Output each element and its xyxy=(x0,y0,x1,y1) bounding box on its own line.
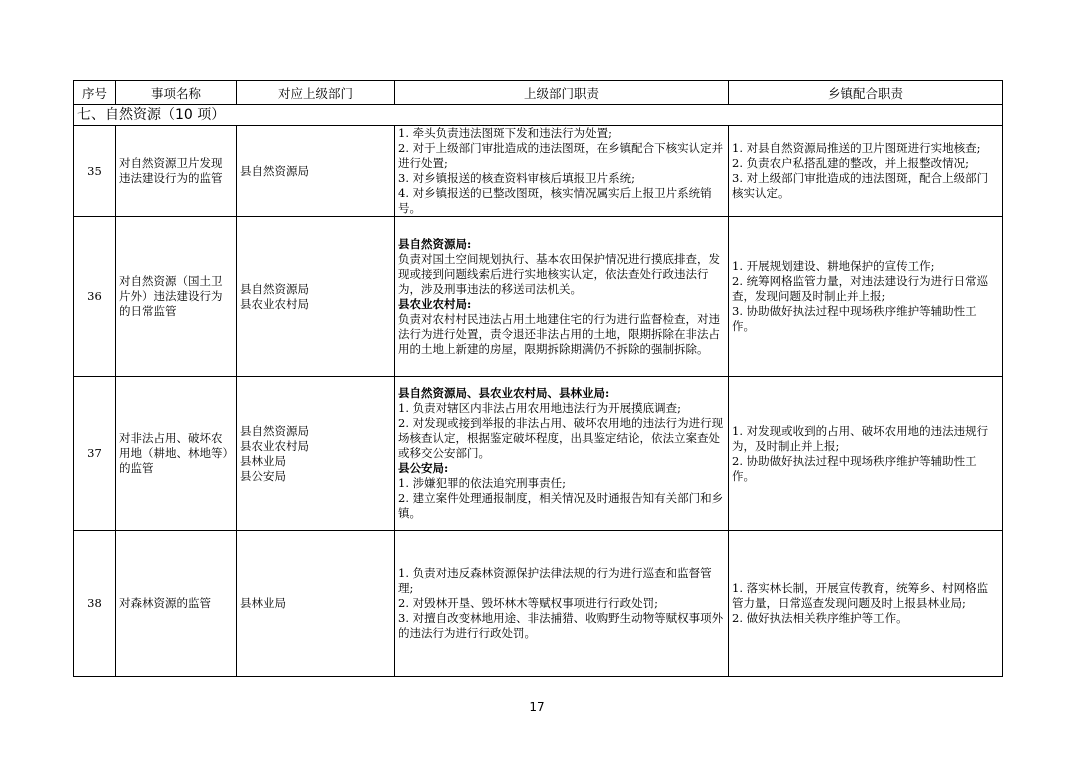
department-duties xyxy=(395,531,729,677)
town-duty-line: 2. 做好执法相关秩序维护等工作。 xyxy=(732,611,908,625)
duty-line: 2. 对发现或接到举报的非法占用、破坏农用地的违法行为进行现场核查认定，根据鉴定破坏程度，出具鉴定结论，依法立案查处或移交公安部门。 xyxy=(398,416,724,460)
department-line: 县农业农村局 xyxy=(240,296,309,311)
table-row xyxy=(74,217,1003,377)
item-name: 对自然资源（国土卫片外）违法建设行为的日常监管 xyxy=(116,217,237,377)
town-duty-line: 1. 开展规划建设、耕地保护的宣传工作; xyxy=(732,259,935,273)
header-department: 对应上级部门 xyxy=(237,81,395,105)
header-item-name: 事项名称 xyxy=(116,81,237,105)
town-duties xyxy=(729,217,1003,377)
town-duty-line: 1. 落实林长制，开展宣传教育，统筹乡、村网格监管力量，日常巡查发现问题及时上报县林业局; xyxy=(732,581,989,610)
duty-line: 2. 建立案件处理通报制度，相关情况及时通报告知有关部门和乡镇。 xyxy=(398,491,724,520)
row-number: 35 xyxy=(74,126,116,217)
table-row xyxy=(74,377,1003,531)
department-duties xyxy=(395,217,729,377)
department-line: 县自然资源局 xyxy=(240,423,309,438)
town-duty-line: 3. 对上级部门审批造成的违法图斑，配合上级部门核实认定。 xyxy=(732,171,989,200)
item-name: 对非法占用、破坏农用地（耕地、林地等）的监管 xyxy=(116,377,237,531)
duty-line: 1. 牵头负责违法图斑下发和违法行为处置; xyxy=(398,126,613,140)
table-row xyxy=(74,531,1003,677)
town-duty-line: 1. 对发现或收到的占用、破坏农用地的违法违规行为，及时制止并上报; xyxy=(732,423,989,453)
duty-heading: 县农业农村局: xyxy=(398,296,472,311)
item-name: 对自然资源卫片发现违法建设行为的监管 xyxy=(116,126,237,217)
department-duties xyxy=(395,126,729,217)
department-cell xyxy=(237,126,395,217)
item-name: 对森林资源的监管 xyxy=(116,531,237,677)
duty-line: 4. 对乡镇报送的已整改图斑，核实情况属实后上报卫片系统销号。 xyxy=(398,186,712,215)
department-cell xyxy=(237,531,395,677)
town-duties xyxy=(729,126,1003,217)
header-town-duties: 乡镇配合职责 xyxy=(729,81,1003,105)
town-duty-line: 2. 协助做好执法过程中现场秩序维护等辅助性工作。 xyxy=(732,453,977,483)
duty-line: 2. 对于上级部门审批造成的违法图斑，在乡镇配合下核实认定并进行处置; xyxy=(398,141,724,170)
town-duty-line: 3. 协助做好执法过程中现场秩序维护等辅助性工作。 xyxy=(732,304,977,333)
duty-heading: 县公安局: xyxy=(398,461,449,475)
department-cell xyxy=(237,377,395,531)
duty-line: 1. 负责对违反森林资源保护法律法规的行为进行巡查和监督管理; xyxy=(398,566,712,595)
town-duty-line: 2. 统筹网格监管力量，对违法建设行为进行日常巡查，发现问题及时制止并上报; xyxy=(732,274,989,303)
header-department-duties: 上级部门职责 xyxy=(395,81,729,105)
table-row xyxy=(74,126,1003,217)
section-title: 七、自然资源（10 项） xyxy=(74,105,1003,126)
duty-table xyxy=(73,80,1003,677)
duty-line: 1. 涉嫌犯罪的依法追究刑事责任; xyxy=(398,476,567,490)
department-line: 县林业局 xyxy=(240,453,286,468)
page-number: 17 xyxy=(529,700,545,714)
town-duties xyxy=(729,531,1003,677)
duty-line: 3. 对乡镇报送的核查资料审核后填报卫片系统; xyxy=(398,171,635,185)
department-line: 县自然资源局 xyxy=(240,163,309,178)
section-row xyxy=(74,105,1003,126)
row-number: 38 xyxy=(74,531,116,677)
duty-heading: 县自然资源局: xyxy=(398,236,472,251)
town-duty-line: 1. 对县自然资源局推送的卫片图斑进行实地核查; xyxy=(732,141,981,155)
department-line: 县林业局 xyxy=(240,596,286,610)
duty-line: 负责对国土空间规划执行、基本农田保护情况进行摸底排查，发现或接到问题线索后进行实地核实认定，依法查处行政违法行为，涉及刑事违法的移送司法机关。 xyxy=(398,251,720,296)
duty-heading: 县自然资源局、县农业农村局、县林业局: xyxy=(398,386,610,400)
row-number: 37 xyxy=(74,377,116,531)
duty-line: 3. 对擅自改变林地用途、非法捕猎、收购野生动物等赋权事项外的违法行为进行行政处罚。 xyxy=(398,611,724,640)
duty-line: 2. 对毁林开垦、毁坏林木等赋权事项进行行政处罚; xyxy=(398,596,658,610)
header-row xyxy=(74,81,1003,105)
department-line: 县公安局 xyxy=(240,468,286,483)
department-line: 县农业农村局 xyxy=(240,438,309,453)
town-duties xyxy=(729,377,1003,531)
department-cell xyxy=(237,217,395,377)
department-duties xyxy=(395,377,729,531)
duty-line: 1. 负责对辖区内非法占用农用地违法行为开展摸底调查; xyxy=(398,401,681,415)
department-line: 县自然资源局 xyxy=(240,281,309,296)
town-duty-line: 2. 负责农户私搭乱建的整改，并上报整改情况; xyxy=(732,156,969,170)
duty-line: 负责对农村村民违法占用土地建住宅的行为进行监督检查，对违法行为进行处置，责令退还非法占用的土地，限期拆除在非法占用的土地上新建的房屋，限期拆除期满仍不拆除的强制拆除。 xyxy=(398,311,720,356)
header-number: 序号 xyxy=(74,81,116,105)
row-number: 36 xyxy=(74,217,116,377)
